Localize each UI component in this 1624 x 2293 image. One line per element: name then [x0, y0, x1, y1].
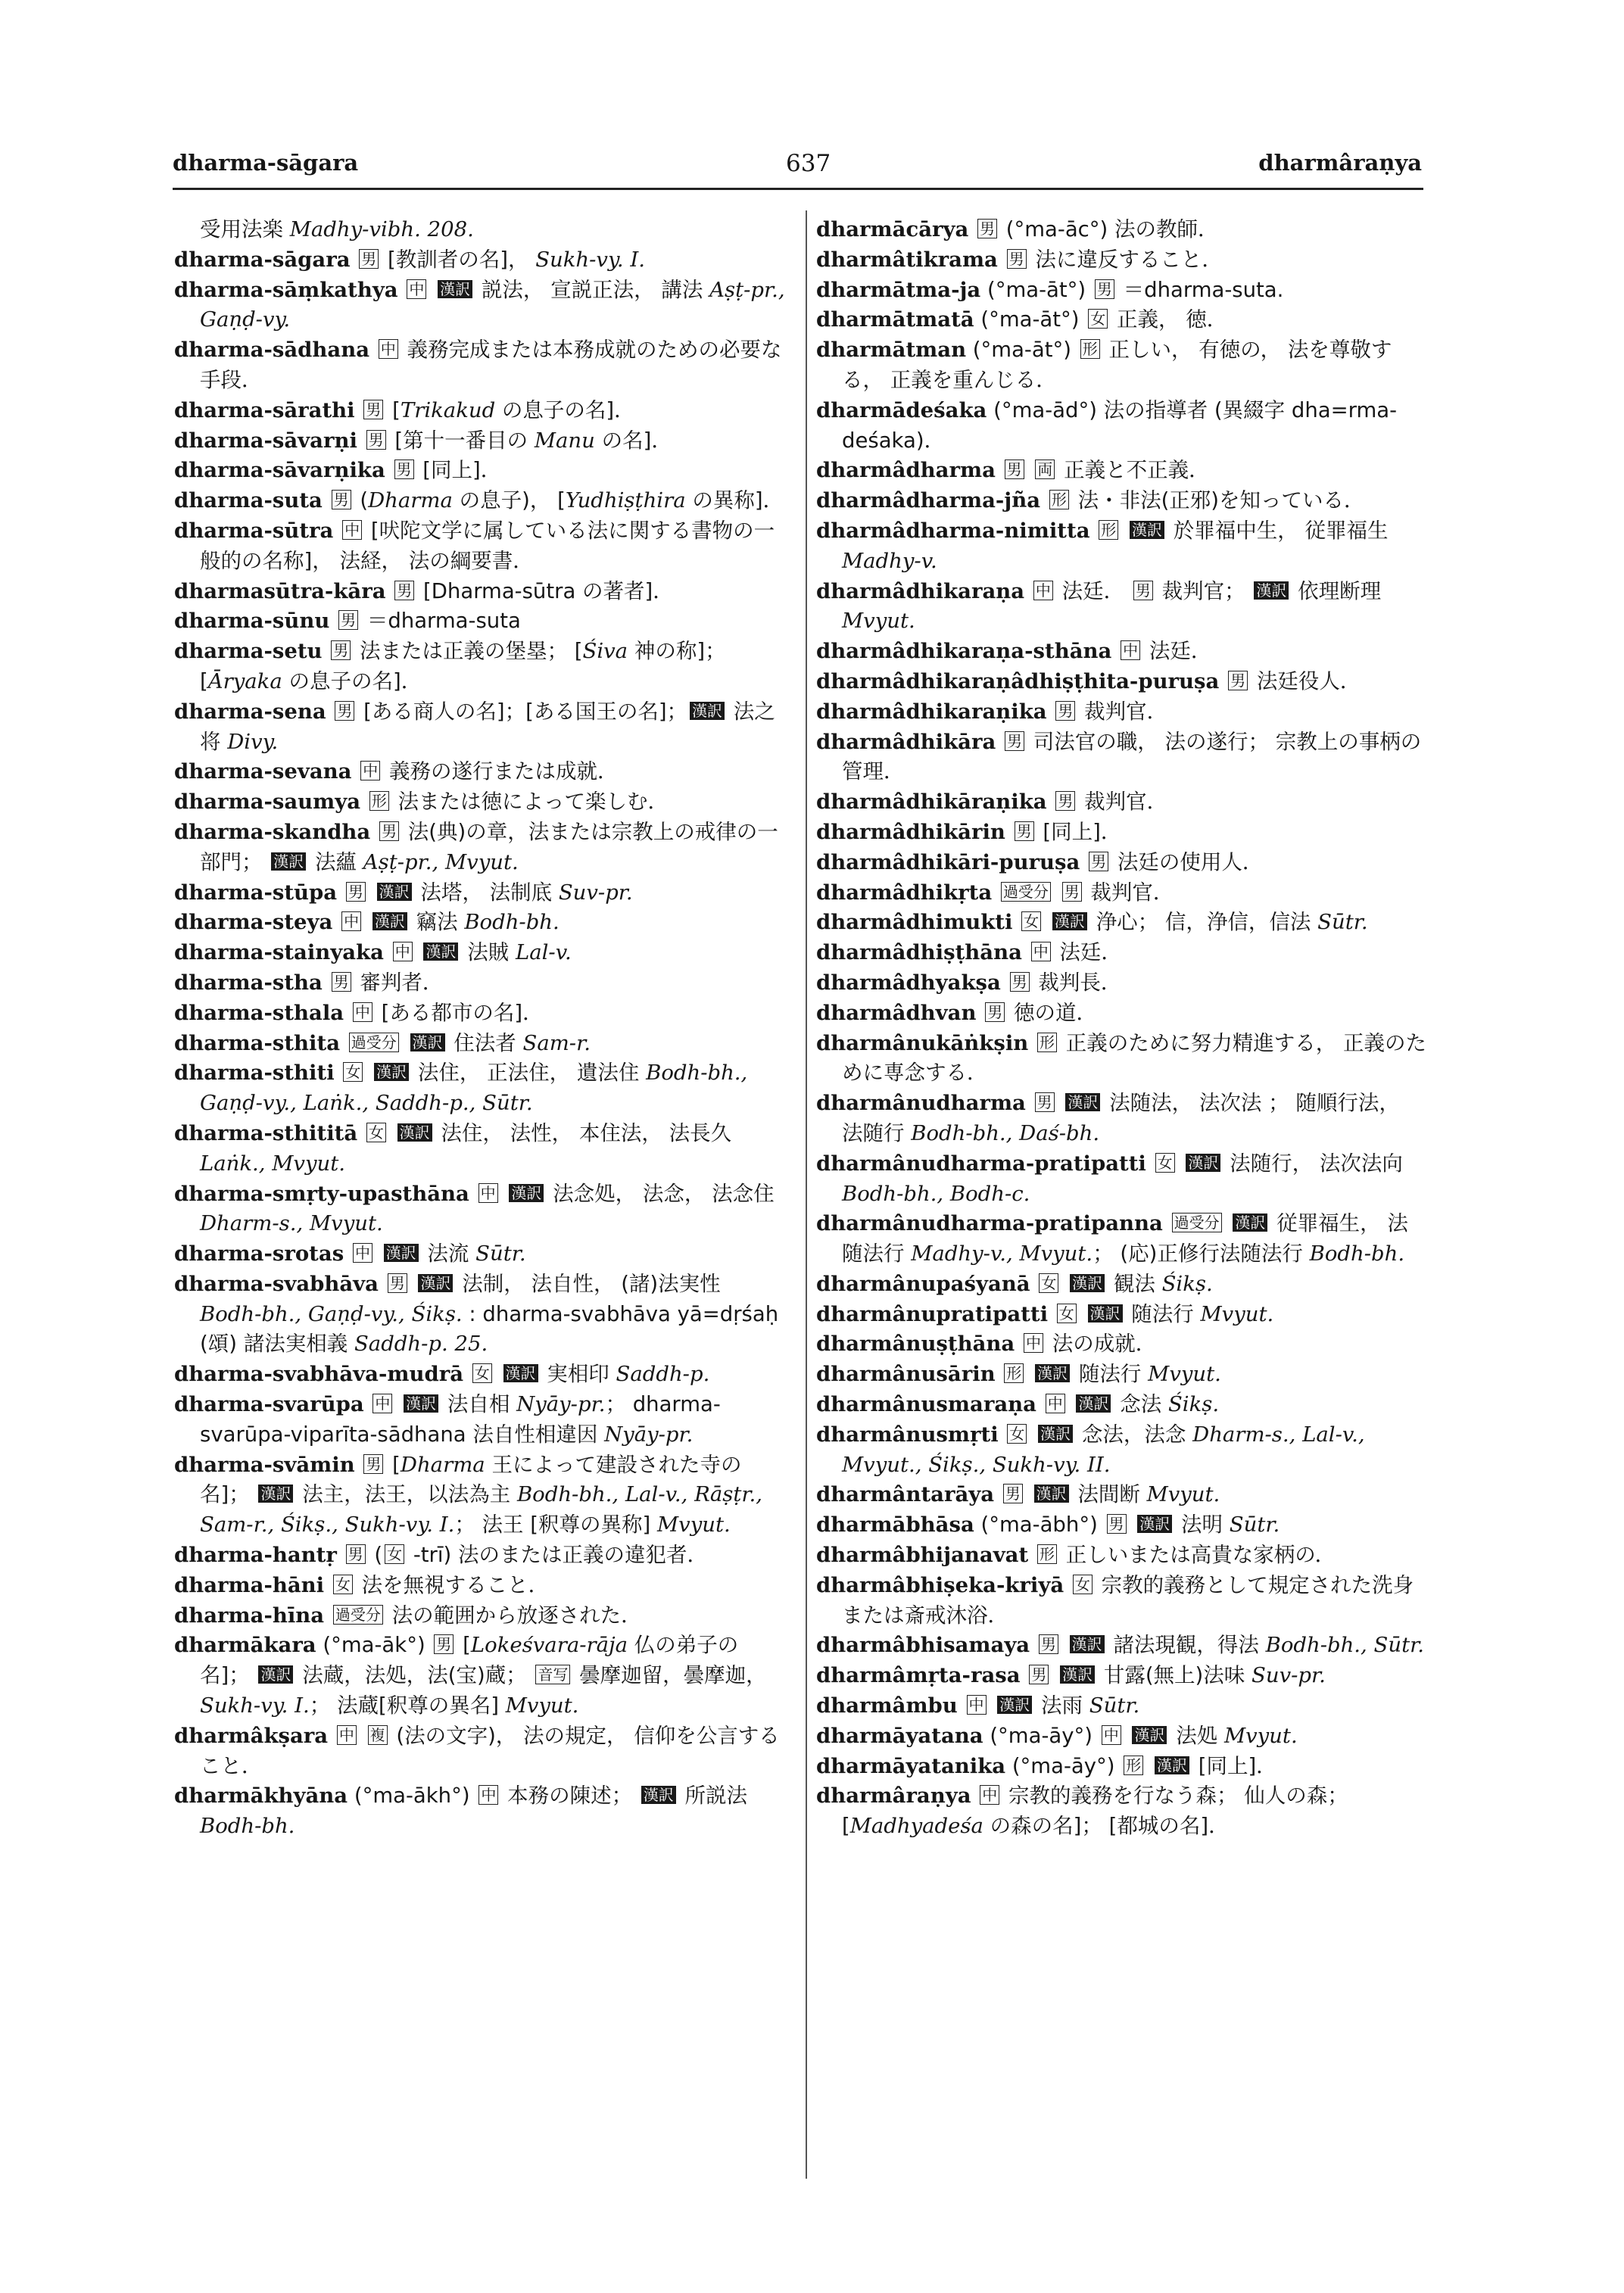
- headword: dharmākara: [174, 1633, 316, 1658]
- dictionary-entry: [816, 1510, 1426, 1541]
- dictionary-entry: [174, 878, 787, 908]
- definition: 女 漢訳 浄心； 信，浄信，信法 Sūtr.: [1012, 910, 1367, 934]
- definition: 男 [Dharma-sūtra の著者]．: [386, 579, 674, 603]
- headword: dharmātmatā: [816, 307, 974, 332]
- definition: 形 法・非法(正邪)を知っている．: [1040, 488, 1364, 512]
- definition: 女 漢訳 念法，法念 Dharm-s., Lal-v., Mvyut., Śikṣ., Sukh-vy. II.: [842, 1422, 1365, 1477]
- definition: 中 法廷．: [1111, 639, 1211, 663]
- definition: 男 漢訳 法制， 法自性， (諸)法実性 Bodh-bh., Gaṇḍ-vy., Śikṣ. : dharma-svabhāva yā=dṛśaḥ (頌) 諸法実相義 Saddh-p. 25.: [200, 1271, 779, 1357]
- definition: 男 (Dharma の息子)， [Yudhiṣṭhira の異称]．: [323, 488, 784, 512]
- left-column: [174, 215, 787, 1842]
- headword: dharmāyatana: [816, 1723, 983, 1748]
- headword: dharma-steya: [174, 910, 333, 935]
- headword: dharma-srotas: [174, 1242, 344, 1266]
- definition: 男 [第十一番目の Manu の名]．: [357, 428, 672, 453]
- definition: 男 審判者．: [323, 970, 444, 995]
- definition: 中 義務の遂行または成就．: [351, 759, 618, 784]
- dictionary-entry: [816, 1661, 1426, 1691]
- headword: dharmântarāya: [816, 1482, 995, 1507]
- dictionary-entry: [174, 697, 787, 758]
- definition: 男 裁判官．: [1047, 790, 1168, 814]
- headword: dharmâdhyakṣa: [816, 970, 1001, 995]
- headword: dharmâmbu: [816, 1693, 958, 1718]
- dictionary-entry: [816, 456, 1426, 486]
- headword: dharma-sūnu: [174, 609, 330, 634]
- headword: dharmâdhikaraṇâdhiṣṭhita-puruṣa: [816, 668, 1220, 693]
- definition: 中 漢訳 法念処， 法念， 法念住 Dharm-s., Mvyut.: [200, 1181, 775, 1236]
- definition: (°ma-āk°) 男 [Lokeśvara-rāja 仏の弟子の名]； 漢訳 法蔵，法処，法(宝)蔵； 音写 曇摩迦留，曇摩迦， Sukh-vy. I.； 法蔵[釈尊の異名] Mvyut.: [200, 1633, 767, 1718]
- definition: 女 漢訳 法住， 正法住， 遺法住 Bodh-bh., Gaṇḍ-vy., Laṅk., Saddh-p., Sūtr.: [200, 1061, 748, 1116]
- definition: 男 漢訳 法随法， 法次法 ； 随順行法， 法随行 Bodh-bh., Daś-bh.: [842, 1091, 1400, 1145]
- dictionary-entry: [174, 818, 787, 878]
- headword: dharmâbhijanavat: [816, 1543, 1029, 1568]
- dictionary-entry: [174, 1631, 787, 1721]
- dictionary-entry: [816, 577, 1426, 637]
- dictionary-entry: [816, 908, 1426, 938]
- headword: dharmâdhiṣṭhāna: [816, 940, 1022, 965]
- definition: 中 漢訳 法自相 Nyāy-pr.； dharma-svarūpa-viparīta-sādhana 法自性相違因 Nyāy-pr.: [200, 1392, 721, 1447]
- definition: 男 漢訳 法塔， 法制底 Suv-pr.: [337, 880, 633, 905]
- headword: dharmâdhikaraṇa: [816, 578, 1025, 603]
- running-head-right: dharmâraṇya: [1258, 150, 1422, 176]
- headword: dharma-hāni: [174, 1572, 325, 1597]
- dictionary-entry: [174, 1360, 787, 1390]
- definition: 中 法廷． 男 裁判官； 漢訳 依理断理 Mvyut.: [842, 578, 1382, 634]
- headword: dharmādeśaka: [816, 397, 987, 422]
- dictionary-entry: [816, 335, 1426, 396]
- headword: dharma-stainyaka: [174, 940, 384, 965]
- dictionary-entry: [816, 215, 1426, 245]
- definition: 中 [吠陀文学に属している法に関する書物の一般的の名称]， 法経， 法の綱要書．: [200, 518, 775, 573]
- headword: dharmânukāṅkṣin: [816, 1030, 1029, 1055]
- headword: dharmâdharma: [816, 458, 996, 483]
- headword: dharma-stūpa: [174, 880, 338, 905]
- dictionary-entry: [816, 1360, 1426, 1390]
- definition: (°ma-ābh°) 男 漢訳 法明 Sūtr.: [974, 1513, 1280, 1537]
- dictionary-entry: [816, 999, 1426, 1029]
- definition: 過受分 漢訳 住法者 Sam-r.: [340, 1031, 591, 1055]
- running-head-left: dharma-sāgara: [173, 150, 359, 176]
- dictionary-entry: [174, 968, 787, 999]
- dictionary-entry: [816, 1029, 1426, 1089]
- dictionary-entry: [174, 1781, 787, 1842]
- headword: dharmāyatanika: [816, 1753, 1006, 1778]
- definition: 中 漢訳 竊法 Bodh-bh.: [332, 910, 559, 934]
- dictionary-entry: [174, 637, 787, 697]
- headword: dharmâdharma-nimitta: [816, 518, 1090, 543]
- definition: (°ma-āy°) 形 漢訳 [同上]．: [1005, 1753, 1277, 1778]
- definition: 男 [Trikakud の息子の名]．: [355, 398, 635, 422]
- headword: dharmânupratipatti: [816, 1301, 1049, 1326]
- dictionary-entry: [174, 516, 787, 577]
- definition: 男 漢訳 甘露(無上)法味 Suv-pr.: [1021, 1663, 1326, 1687]
- dictionary-entry: [816, 1329, 1426, 1360]
- dictionary-entry: [174, 1029, 787, 1059]
- dictionary-entry: [816, 667, 1426, 697]
- headword: dharma-setu: [174, 639, 323, 664]
- definition: 中 法廷．: [1022, 940, 1122, 964]
- headword: dharma-sāgara: [174, 247, 351, 272]
- headword: dharma-sāvarṇi: [174, 428, 357, 453]
- dictionary-entry: [816, 1300, 1426, 1330]
- definition: 男 司法官の職， 法の遂行； 宗教上の事柄の管理．: [842, 729, 1422, 784]
- headword: dharma-sārathi: [174, 397, 355, 422]
- headword: dharma-smṛty-upasthāna: [174, 1181, 469, 1206]
- definition: (°ma-āy°) 中 漢訳 法処 Mvyut.: [983, 1723, 1298, 1748]
- dictionary-entry: [174, 1058, 787, 1119]
- definition: 男 法廷役人．: [1219, 669, 1361, 693]
- dictionary-entry: [174, 1601, 787, 1631]
- dictionary-entry: [816, 516, 1426, 577]
- headword: dharmânupaśyanā: [816, 1271, 1030, 1296]
- definition: 形 漢訳 於罪福中生， 従罪福生 Madhy-v.: [842, 518, 1389, 573]
- headword: dharma-sthala: [174, 1000, 344, 1025]
- headword: dharma-skandha: [174, 819, 371, 844]
- definition: 男 法に違反すること．: [998, 248, 1223, 272]
- definition: (°ma-ād°) 法の指導者 (異綴字 dha=rma-deśaka)．: [842, 397, 1398, 453]
- headword: dharma-sena: [174, 699, 326, 724]
- dictionary-entry: [174, 456, 787, 486]
- dictionary-entry: [816, 1480, 1426, 1510]
- entry-continuation: 受用法楽 Madhy-vibh. 208.: [200, 217, 474, 241]
- headword: dharmânudharma: [816, 1091, 1026, 1116]
- definition: 形 正しいまたは高貴な家柄の．: [1028, 1543, 1336, 1567]
- definition: 男 [同上]．: [1005, 820, 1121, 844]
- headword: dharma-svarūpa: [174, 1392, 364, 1417]
- headword: dharma-sāṃkathya: [174, 277, 398, 302]
- dictionary-entry: [816, 1541, 1426, 1571]
- definition: 男 徳の道．: [976, 1001, 1097, 1025]
- definition: 中 漢訳 法賊 Lal-v.: [384, 940, 572, 964]
- definition: 女 漢訳 法随行， 法次法向 Bodh-bh., Bodh-c.: [842, 1151, 1403, 1206]
- definition: 女 漢訳 実相印 Saddh-p.: [463, 1362, 709, 1386]
- definition: 中 漢訳 法流 Sūtr.: [344, 1242, 525, 1266]
- dictionary-entry: [174, 787, 787, 818]
- headword: dharmânudharma-pratipatti: [816, 1151, 1146, 1176]
- dictionary-entry: [816, 1270, 1426, 1300]
- definition: 形 漢訳 随法行 Mvyut.: [996, 1362, 1221, 1386]
- headword: dharmâdhvan: [816, 1000, 977, 1025]
- headword: dharma-hantṛ: [174, 1543, 337, 1568]
- dictionary-entry: [816, 818, 1426, 848]
- headword: dharma-sthiti: [174, 1061, 335, 1086]
- headword: dharmâtikrama: [816, 247, 998, 272]
- headword: dharma-svabhāva-mudrā: [174, 1362, 464, 1387]
- dictionary-entry: [816, 245, 1426, 276]
- definition: 中 義務完成または本務成就のための必要な手段．: [200, 338, 782, 392]
- headword: dharmasūtra-kāra: [174, 578, 386, 603]
- headword: dharmâraṇya: [816, 1784, 971, 1809]
- definition: 形 法または徳によって楽しむ．: [360, 790, 669, 814]
- dictionary-entry: [816, 1089, 1426, 1149]
- definition: (°ma-ākh°) 中 本務の陳述； 漢訳 所説法 Bodh-bh.: [200, 1784, 748, 1839]
- definition: 男 ＝dharma-suta: [329, 609, 521, 633]
- dictionary-entry: [816, 1149, 1426, 1210]
- headword: dharma-sādhana: [174, 338, 370, 363]
- dictionary-entry: [816, 1420, 1426, 1481]
- definition: 女 漢訳 観法 Śikṣ.: [1030, 1272, 1213, 1296]
- headword: dharmânudharma-pratipanna: [816, 1211, 1163, 1236]
- dictionary-entry: [816, 1631, 1426, 1661]
- headword: dharma-sūtra: [174, 518, 334, 543]
- headword: dharmânusārin: [816, 1362, 996, 1387]
- dictionary-entry: [816, 1691, 1426, 1721]
- definition: 中 漢訳 法雨 Sūtr.: [958, 1693, 1139, 1718]
- definition: 過受分 漢訳 従罪福生， 法随法行 Madhy-v., Mvyut.； (応)正修行法随法行 Bodh-bh.: [842, 1211, 1408, 1266]
- definition: 中 漢訳 説法， 宣説正法， 講法 Aṣṭ-pr., Gaṇḍ-vy.: [200, 277, 785, 332]
- headword: dharmânuṣṭhāna: [816, 1332, 1015, 1357]
- dictionary-entry: [816, 1209, 1426, 1270]
- dictionary-entry: [174, 335, 787, 396]
- dictionary-entry: [174, 1450, 787, 1541]
- headword: dharma-svabhāva: [174, 1271, 379, 1296]
- dictionary-entry: [816, 1752, 1426, 1782]
- headword: dharmâdhikṛta: [816, 880, 993, 905]
- definition: 過受分 男 裁判官．: [992, 880, 1174, 905]
- dictionary-entry: [816, 697, 1426, 727]
- definition: 男 [教訓者の名]， Sukh-vy. I.: [351, 248, 645, 272]
- definition: 男 [ある商人の名]；[ある国王の名]； 漢訳 法之将 Divy.: [200, 699, 775, 754]
- definition: 男 ( 女 -trī) 法のまたは正義の違犯者．: [337, 1543, 708, 1567]
- headword: dharmâdhimukti: [816, 910, 1013, 935]
- dictionary-entry: [174, 426, 787, 456]
- headword: dharmācārya: [816, 217, 969, 241]
- headword: dharmâdhikāraṇika: [816, 790, 1047, 815]
- headword: dharmâbhiṣeka-kriyā: [816, 1572, 1064, 1597]
- headword: dharma-suta: [174, 488, 323, 513]
- definition: 男 漢訳 諸法現観，得法 Bodh-bh., Sūtr.: [1030, 1633, 1424, 1657]
- dictionary-entry: [816, 1571, 1426, 1631]
- dictionary-entry: [816, 276, 1426, 306]
- dictionary-entry: [174, 245, 787, 276]
- definition: 男 [Dharma 王によって建設された寺の名]； 漢訳 法主，法王，以法為主 Bodh-bh., Lal-v., Rāṣṭr., Sam-r., Śikṣ., Sukh-vy. I.； 法王 [釈尊の異称] Mvyut.: [200, 1452, 762, 1537]
- headword: dharma-saumya: [174, 790, 361, 815]
- headword: dharma-stha: [174, 970, 323, 995]
- definition: 男 法または正義の堡塁； [Śiva 神の称]； [Āryaka の息子の名]．: [200, 639, 726, 693]
- dictionary-entry: [816, 637, 1426, 667]
- headword: dharmâmṛta-rasa: [816, 1663, 1021, 1688]
- definition: 女 宗教的義務として規定された洗身または斎戒沐浴．: [842, 1572, 1414, 1628]
- definition: 中 複 (法の文字)， 法の規定， 信仰を公言すること．: [200, 1723, 780, 1778]
- definition: 男 両 正義と不正義．: [996, 458, 1210, 482]
- definition: 男 漢訳 法間断 Mvyut.: [994, 1482, 1220, 1506]
- definition: (°ma-āt°) 女 正義， 徳．: [974, 307, 1228, 332]
- page-header: [173, 150, 1422, 188]
- headword: dharmânusmṛti: [816, 1422, 999, 1447]
- dictionary-entry: [816, 787, 1426, 818]
- headword: dharmābhāsa: [816, 1513, 974, 1537]
- definition: 男 (°ma-āc°) 法の教師．: [968, 217, 1218, 241]
- definition: 男 裁判官．: [1047, 699, 1168, 724]
- dictionary-entry: [816, 1390, 1426, 1420]
- dictionary-entry: [174, 1571, 787, 1601]
- dictionary-entry: [174, 1541, 787, 1571]
- definition: 中 漢訳 念法 Śikṣ.: [1036, 1392, 1219, 1416]
- headword: dharmânusmaraṇa: [816, 1392, 1036, 1417]
- right-column: [816, 215, 1426, 1842]
- dictionary-entry: [816, 968, 1426, 999]
- definition: 男 [同上]．: [385, 458, 501, 482]
- dictionary-entry: [174, 577, 787, 607]
- definition: 過受分 法の範囲から放逐された．: [324, 1603, 642, 1628]
- headword: dharmâkṣara: [174, 1723, 329, 1748]
- headword: dharmâdhikaraṇika: [816, 699, 1047, 724]
- dictionary-entry: [816, 1721, 1426, 1752]
- dictionary-entry: [174, 1721, 787, 1782]
- dictionary-entry: [174, 606, 787, 637]
- dictionary-entry: [174, 938, 787, 968]
- dictionary-entry: [174, 396, 787, 426]
- definition: 中 法の成就．: [1015, 1332, 1156, 1356]
- dictionary-entry: [174, 486, 787, 516]
- headword: dharmātman: [816, 338, 967, 363]
- headword: dharma-svāmin: [174, 1452, 355, 1477]
- dictionary-entry: [174, 276, 787, 336]
- page-number: 637: [786, 150, 831, 177]
- headword: dharmâdharma-jña: [816, 488, 1041, 513]
- dictionary-entry: [816, 486, 1426, 516]
- dictionary-entry: [816, 938, 1426, 968]
- dictionary-entry: [174, 999, 787, 1029]
- headword: dharma-sthita: [174, 1030, 341, 1055]
- definition: 中 [ある都市の名]．: [344, 1001, 543, 1025]
- headword: dharmâdhikārin: [816, 819, 1005, 844]
- headword: dharmâdhikāra: [816, 729, 996, 754]
- dictionary-entry: [174, 1239, 787, 1270]
- definition: 男 法(典)の章，法または宗教上の戒律の一部門； 漢訳 法蘊 Aṣṭ-pr., Mvyut.: [200, 819, 778, 874]
- dictionary-entry: [174, 1270, 787, 1360]
- definition: 中 宗教的義務を行なう森； 仙人の森； [Madhyadeśa の森の名]； [都城の名]．: [842, 1784, 1348, 1839]
- dictionary-entry: [816, 1781, 1426, 1842]
- definition: 女 漢訳 法住， 法性， 本住法， 法長久 Laṅk., Mvyut.: [200, 1120, 732, 1176]
- definition: (°ma-āt°) 男 ＝dharma-suta.: [980, 277, 1284, 302]
- dictionary-entry: [816, 727, 1426, 788]
- headword: dharma-hīna: [174, 1603, 325, 1628]
- headword: dharmâdhikaraṇa-sthāna: [816, 639, 1112, 664]
- definition: 女 法を無視すること．: [324, 1573, 549, 1597]
- definition: 形 正義のために努力精進する， 正義のために専念する．: [842, 1030, 1427, 1086]
- headword: dharma-sthititā: [174, 1120, 358, 1145]
- headword: dharmâdhikāri-puruṣa: [816, 849, 1080, 874]
- definition: 女 漢訳 随法行 Mvyut.: [1048, 1302, 1273, 1326]
- definition: 男 法廷の使用人．: [1080, 850, 1263, 874]
- headword: dharma-sāvarṇika: [174, 458, 385, 483]
- dictionary-entry: [816, 848, 1426, 878]
- headword: dharmâbhisamaya: [816, 1633, 1030, 1658]
- headword: dharmātma-ja: [816, 277, 981, 302]
- headword: dharmākhyāna: [174, 1784, 348, 1809]
- dictionary-entry: [816, 878, 1426, 908]
- column-divider: [806, 210, 807, 2179]
- dictionary-entry: [174, 908, 787, 938]
- dictionary-entry: [816, 396, 1426, 456]
- dictionary-entry: [816, 305, 1426, 335]
- definition: (°ma-āt°) 形 正しい， 有徳の， 法を尊敬する， 正義を重んじる．: [842, 338, 1392, 392]
- headword: dharma-sevana: [174, 759, 352, 784]
- dictionary-entry: [174, 1179, 787, 1240]
- dictionary-entry: [174, 757, 787, 787]
- dictionary-entry: [174, 1119, 787, 1179]
- dictionary-entry: [174, 1390, 787, 1450]
- definition: 男 裁判長．: [1001, 970, 1122, 995]
- header-rule: [173, 188, 1423, 190]
